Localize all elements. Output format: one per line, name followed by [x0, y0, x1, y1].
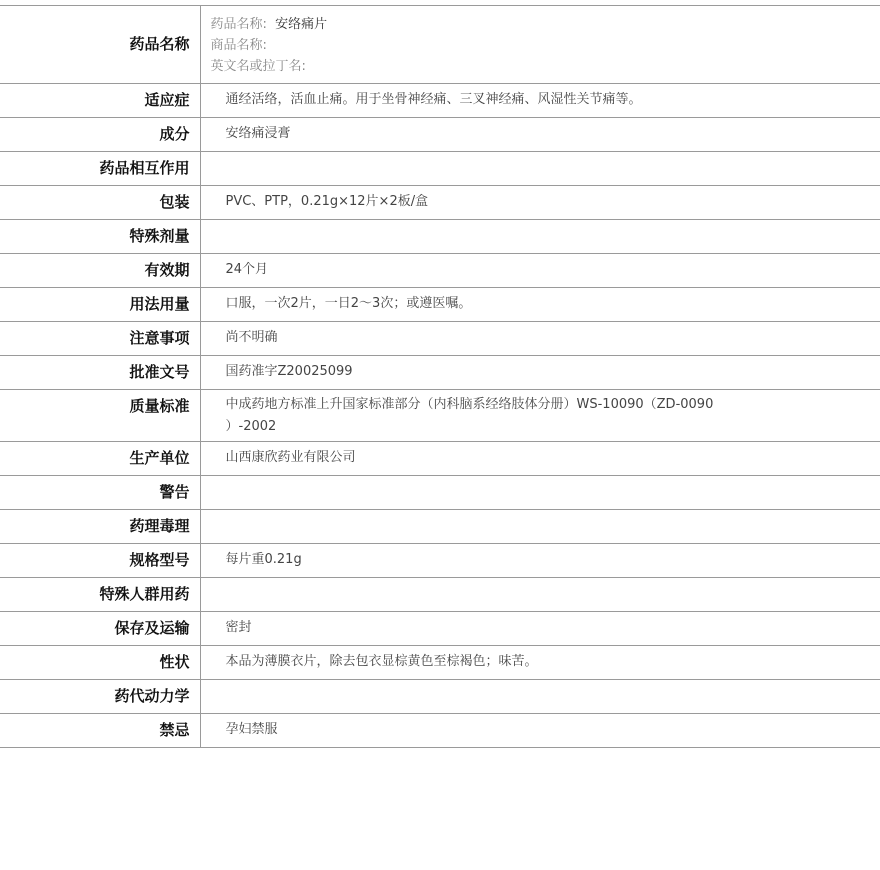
row-label: 批准文号 — [0, 355, 200, 389]
row-label: 质量标准 — [0, 389, 200, 441]
table-row — [0, 117, 880, 151]
row-label: 用法用量 — [0, 287, 200, 321]
row-value — [200, 679, 880, 713]
row-value — [200, 219, 880, 253]
row-value: 尚不明确 — [200, 321, 880, 355]
row-label: 药代动力学 — [0, 679, 200, 713]
row-value — [200, 389, 880, 441]
table-row — [0, 441, 880, 475]
row-value: 本品为薄膜衣片，除去包衣显棕黄色至棕褐色；味苦。 — [200, 645, 880, 679]
row-label: 注意事项 — [0, 321, 200, 355]
drug-name-value: 安络痛片 — [275, 17, 328, 32]
row-value — [200, 577, 880, 611]
table-row — [0, 83, 880, 117]
row-label: 有效期 — [0, 253, 200, 287]
drug-info-table — [0, 5, 880, 748]
row-value — [200, 475, 880, 509]
row-value: 口服，一次2片，一日2～3次；或遵医嘱。 — [200, 287, 880, 321]
table-row-drug-name — [0, 5, 880, 83]
row-value: 通经活络，活血止痛。用于坐骨神经痛、三叉神经痛、风湿性关节痛等。 — [200, 83, 880, 117]
row-label: 特殊剂量 — [0, 219, 200, 253]
table-row — [0, 355, 880, 389]
row-label: 包装 — [0, 185, 200, 219]
table-row — [0, 389, 880, 441]
table-row — [0, 543, 880, 577]
table-row — [0, 219, 880, 253]
row-value: 国药准字Z20025099 — [200, 355, 880, 389]
row-label: 适应症 — [0, 83, 200, 117]
row-value: 密封 — [200, 611, 880, 645]
table-row — [0, 611, 880, 645]
row-label: 警告 — [0, 475, 200, 509]
english-name-line: 英文名或拉丁名: — [210, 59, 306, 74]
table-row — [0, 713, 880, 747]
row-value-line-2: ）-2002 — [225, 418, 277, 434]
table-row — [0, 253, 880, 287]
trade-name-line: 商品名称: — [210, 38, 267, 53]
row-label: 规格型号 — [0, 543, 200, 577]
table-row — [0, 475, 880, 509]
drug-name-label: 药品名称: — [210, 17, 267, 32]
row-value: 孕妇禁服 — [200, 713, 880, 747]
row-label: 禁忌 — [0, 713, 200, 747]
name-values — [200, 5, 880, 83]
table-row — [0, 151, 880, 185]
row-label: 成分 — [0, 117, 200, 151]
table-row — [0, 509, 880, 543]
table-row — [0, 185, 880, 219]
row-label: 性状 — [0, 645, 200, 679]
row-label: 特殊人群用药 — [0, 577, 200, 611]
row-value: 安络痛浸膏 — [200, 117, 880, 151]
row-value: PVC、PTP，0.21g×12片×2板/盒 — [200, 185, 880, 219]
row-value: 山西康欣药业有限公司 — [200, 441, 880, 475]
table-row — [0, 645, 880, 679]
table-row — [0, 679, 880, 713]
row-label: 药品相互作用 — [0, 151, 200, 185]
row-label: 保存及运输 — [0, 611, 200, 645]
row-label: 药品名称 — [0, 5, 200, 83]
row-label: 生产单位 — [0, 441, 200, 475]
table-row — [0, 287, 880, 321]
drug-name-line — [211, 14, 861, 35]
row-value: 24个月 — [200, 253, 880, 287]
row-label: 药理毒理 — [0, 509, 200, 543]
row-value — [200, 509, 880, 543]
table-row — [0, 577, 880, 611]
row-value: 每片重0.21g — [200, 543, 880, 577]
row-value — [200, 151, 880, 185]
row-value-line-1: 中成药地方标准上升国家标准部分（内科脑系经络肢体分册）WS-10090（ZD-0090 — [225, 396, 714, 412]
table-row — [0, 321, 880, 355]
